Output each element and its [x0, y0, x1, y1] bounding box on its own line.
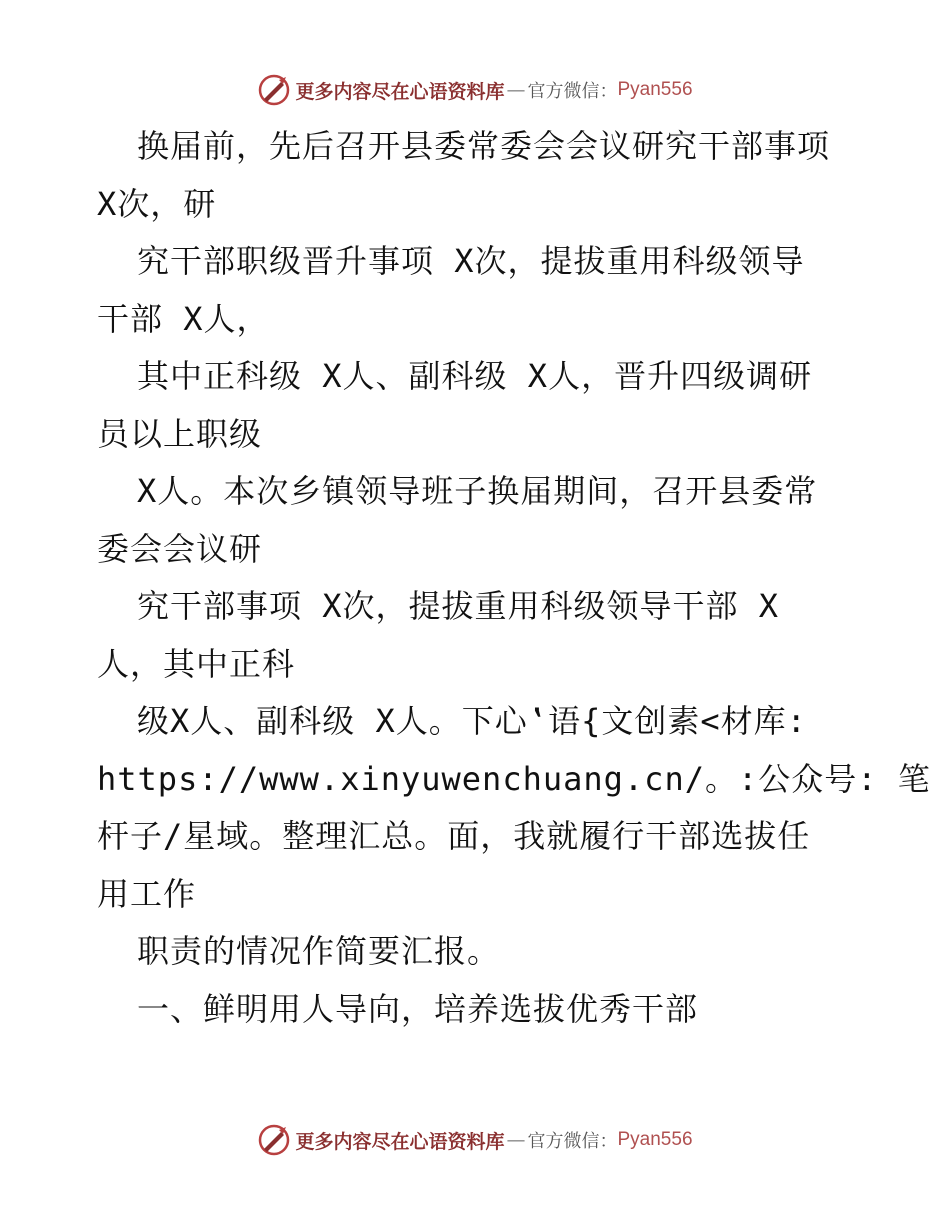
section-heading: 一、鲜明用人导向，培养选拔优秀干部: [137, 989, 699, 1028]
watermark-wechat-id: Pyan556: [617, 79, 693, 100]
quill-pen-logo-icon: [257, 73, 291, 107]
paragraph-line: 用工作: [97, 874, 197, 913]
paragraph-line: 究干部职级晋升事项 X次，提拔重用科级领导: [137, 242, 805, 280]
watermark-separator: —: [506, 79, 526, 101]
paragraph-line: 干部 X人，: [97, 299, 270, 338]
paragraph-line: 职责的情况作简要汇报。: [137, 932, 501, 970]
quill-pen-logo-icon: [257, 1123, 291, 1157]
watermark-brand-text: 更多内容尽在心语资料库: [295, 1130, 505, 1153]
paragraph-line: 级X人、副科级 X人。下心‛语{文创素<材库:: [137, 702, 807, 740]
paragraph-line: 人，其中正科: [97, 644, 296, 683]
paragraph-line: 其中正科级 X人、副科级 X人，晋升四级调研: [137, 357, 813, 395]
paragraph-line: X次，研: [97, 184, 217, 223]
watermark-separator: —: [506, 1129, 526, 1151]
paragraph-line: 究干部事项 X次，提拔重用科级领导干部 X: [137, 587, 780, 625]
header-watermark: [0, 70, 950, 110]
watermark-official-label: 官方微信：: [527, 1131, 618, 1152]
watermark-official-label: 官方微信：: [527, 81, 618, 102]
footer-watermark: [0, 1120, 950, 1160]
paragraph-line: https://www.xinyuwenchuang.cn/。:公众号: 笔: [97, 759, 931, 798]
watermark-brand-text: 更多内容尽在心语资料库: [295, 80, 505, 103]
paragraph-line: X人。本次乡镇领导班子换届期间，召开县委常: [137, 472, 818, 510]
paragraph-line: 委会会议研: [97, 529, 263, 568]
document-body: [97, 118, 931, 1038]
paragraph-line: 员以上职级: [97, 414, 263, 453]
paragraph-line: 换届前，先后召开县委常委会会议研究干部事项: [137, 127, 831, 165]
paragraph-line: 杆子/星域。整理汇总。面，我就履行干部选拔任: [97, 817, 811, 855]
watermark-wechat-id: Pyan556: [617, 1129, 693, 1150]
